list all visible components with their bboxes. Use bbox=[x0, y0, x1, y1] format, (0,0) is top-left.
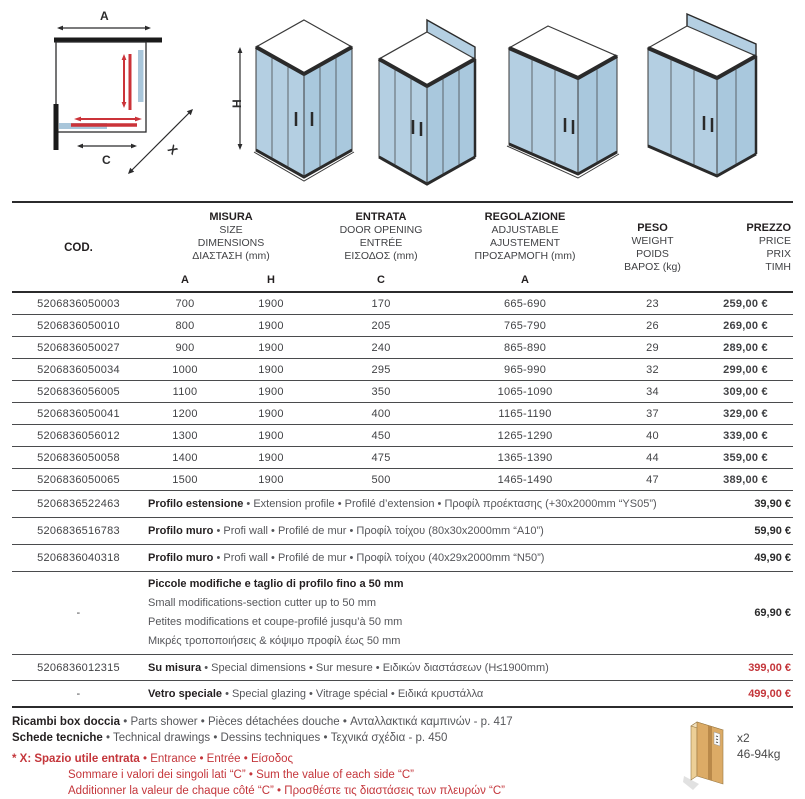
special-description: Vetro speciale • Special glazing • Vitrage spécial • Ειδικά κρυστάλλα bbox=[148, 687, 484, 700]
size-h-cell: 1900 bbox=[258, 297, 284, 310]
special-row bbox=[12, 681, 793, 708]
cod-cell: 5206836522463 bbox=[37, 498, 120, 510]
size-h-cell: 1900 bbox=[258, 473, 284, 486]
cod-cell: - bbox=[76, 687, 81, 700]
product-row bbox=[12, 315, 793, 337]
product-row bbox=[12, 425, 793, 447]
shower-iso-square-left bbox=[230, 12, 360, 190]
weight-cell: 26 bbox=[646, 319, 659, 332]
dimension-a-label: A bbox=[100, 9, 109, 23]
subheader-c: C bbox=[377, 274, 385, 286]
package-quantity-weight: x2 46-94kg bbox=[737, 731, 781, 761]
header-entrata: ENTRATA DOOR OPENING ENTRÉE ΕΙΣΟΔΟΣ (mm) bbox=[339, 211, 423, 262]
size-h-cell: 1900 bbox=[258, 341, 284, 354]
price-cell: 59,90 € bbox=[754, 525, 792, 537]
price-cell: 289,00 € bbox=[723, 341, 768, 354]
header-cod: COD. bbox=[64, 242, 93, 254]
plan-view-diagram bbox=[25, 6, 215, 188]
adjustable-cell: 1165-1190 bbox=[498, 407, 552, 420]
size-h-cell: 1900 bbox=[258, 363, 284, 376]
special-rows bbox=[12, 655, 793, 708]
opening-c-cell: 475 bbox=[371, 451, 391, 464]
weight-cell: 47 bbox=[646, 473, 659, 486]
product-row bbox=[12, 359, 793, 381]
product-row bbox=[12, 381, 793, 403]
opening-c-cell: 500 bbox=[371, 473, 391, 486]
subheader-a2: A bbox=[521, 274, 529, 286]
weight-cell: 34 bbox=[646, 385, 659, 398]
shower-iso-square-right bbox=[372, 18, 482, 188]
cod-cell: - bbox=[76, 607, 81, 619]
accessory-row bbox=[12, 518, 793, 545]
weight-cell: 44 bbox=[646, 451, 659, 464]
accessory-rows bbox=[12, 491, 793, 572]
adjustable-cell: 865-890 bbox=[503, 341, 547, 354]
accessory-row bbox=[12, 491, 793, 518]
size-a-cell: 800 bbox=[175, 319, 195, 332]
adjustable-cell: 1065-1090 bbox=[497, 385, 553, 398]
product-row bbox=[12, 469, 793, 491]
size-h-cell: 1900 bbox=[258, 451, 284, 464]
weight-cell: 32 bbox=[646, 363, 659, 376]
adjustable-cell: 1465-1490 bbox=[497, 473, 553, 486]
price-cell: 259,00 € bbox=[723, 297, 768, 310]
price-cell: 389,00 € bbox=[723, 473, 768, 486]
product-rows bbox=[12, 292, 793, 491]
opening-c-cell: 240 bbox=[371, 341, 391, 354]
size-h-cell: 1900 bbox=[258, 319, 284, 332]
price-cell: 339,00 € bbox=[723, 429, 768, 442]
price-cell: 399,00 € bbox=[748, 661, 792, 674]
weight-cell: 23 bbox=[646, 297, 659, 310]
package-box-icon bbox=[683, 716, 731, 794]
shower-iso-rect-right bbox=[640, 10, 764, 188]
product-row bbox=[12, 403, 793, 425]
opening-c-cell: 400 bbox=[371, 407, 391, 420]
size-a-cell: 700 bbox=[175, 297, 195, 310]
cod-cell: 5206836012315 bbox=[37, 661, 120, 674]
cod-cell: 5206836516783 bbox=[37, 525, 120, 537]
header-regolazione: REGOLAZIONE ADJUSTABLE AJUSTEMENT ΠΡΟΣΑΡΜΟΓΗ (mm) bbox=[474, 211, 576, 262]
dimension-h-label: H bbox=[230, 99, 244, 108]
adjustable-cell: 765-790 bbox=[503, 319, 547, 332]
price-cell: 49,90 € bbox=[754, 552, 792, 564]
cod-cell: 5206836050058 bbox=[37, 451, 120, 464]
price-cell: 309,00 € bbox=[723, 385, 768, 398]
shower-iso-rect-left bbox=[503, 16, 625, 188]
header-peso: PESO WEIGHT POIDS ΒΑΡΟΣ (kg) bbox=[624, 222, 681, 273]
size-h-cell: 1900 bbox=[258, 385, 284, 398]
opening-c-cell: 295 bbox=[371, 363, 391, 376]
price-cell: 69,90 € bbox=[754, 607, 792, 619]
product-row bbox=[12, 292, 793, 315]
adjustable-cell: 1265-1290 bbox=[497, 429, 553, 442]
price-cell: 359,00 € bbox=[723, 451, 768, 464]
header-misura: MISURA SIZE DIMENSIONS ΔΙΑΣΤΑΣΗ (mm) bbox=[192, 211, 270, 262]
size-a-cell: 1300 bbox=[172, 429, 198, 442]
product-row bbox=[12, 447, 793, 469]
accessory-description: Profilo muro • Profi wall • Profilé de mur • Προφίλ τοίχου (40x29x2000mm “N50”) bbox=[148, 552, 545, 564]
entrance-diagonal-arrow bbox=[131, 112, 190, 171]
accessory-description: Profilo estensione • Extension profile • Profilé d’extension • Προφίλ προέκτασης (+30x2000mm “YS05”) bbox=[148, 498, 657, 510]
size-a-cell: 1400 bbox=[172, 451, 198, 464]
size-h-cell: 1900 bbox=[258, 429, 284, 442]
opening-c-cell: 450 bbox=[371, 429, 391, 442]
cod-cell: 5206836056012 bbox=[37, 429, 120, 442]
price-cell: 329,00 € bbox=[723, 407, 768, 420]
opening-c-cell: 170 bbox=[371, 297, 391, 310]
size-a-cell: 1100 bbox=[172, 385, 198, 398]
spare-parts-note: Ricambi box doccia • Parts shower • Pièces détachées douche • Ανταλλακτικά καμπινών - p. 417 bbox=[12, 716, 513, 728]
technical-diagrams bbox=[0, 0, 805, 201]
opening-c-cell: 350 bbox=[371, 385, 391, 398]
cod-cell: 5206836050065 bbox=[37, 473, 120, 486]
cod-cell: 5206836050010 bbox=[37, 319, 120, 332]
accessory-row bbox=[12, 545, 793, 572]
fixed-panel-right bbox=[138, 50, 144, 102]
special-description: Su misura • Special dimensions • Sur mesure • Ειδικών διαστάσεων (H≤1900mm) bbox=[148, 661, 549, 674]
footer-notes bbox=[0, 708, 805, 799]
product-row bbox=[12, 337, 793, 359]
size-a-cell: 900 bbox=[175, 341, 195, 354]
subheader-h: H bbox=[267, 274, 275, 286]
opening-c-cell: 205 bbox=[371, 319, 391, 332]
price-cell: 39,90 € bbox=[754, 498, 792, 510]
cod-cell: 5206836050041 bbox=[37, 407, 120, 420]
modifications-description: Piccole modifiche e taglio di profilo fino a 50 mm Small modifications-section cutter up to 50 mm Petites modifications et coupe-profilé jusqu’à 50 mm Μικρές τροποποιήσεις & κόψιμο προφίλ έως 50 mm bbox=[148, 578, 404, 647]
adjustable-cell: 665-690 bbox=[503, 297, 547, 310]
dimension-c-label: C bbox=[102, 153, 111, 167]
entrance-notes: * X: Spazio utile entrata • Entrance • Entrée • Είσοδος Sommare i valori dei singoli lati “C” • Sum the value of each side “C” Additionner la valeur de chaque côté “C” • Προσθέστε τις διαστάσεις των πλευρών “C” bbox=[12, 753, 505, 797]
technical-drawings-note: Schede tecniche • Technical drawings • Dessins techniques • Τεχνικά σχέδια - p. 450 bbox=[12, 732, 448, 744]
price-cell: 499,00 € bbox=[748, 687, 792, 700]
weight-cell: 40 bbox=[646, 429, 659, 442]
size-h-cell: 1900 bbox=[258, 407, 284, 420]
cod-cell: 5206836040318 bbox=[37, 552, 120, 564]
size-a-cell: 1500 bbox=[172, 473, 198, 486]
weight-cell: 37 bbox=[646, 407, 659, 420]
size-a-cell: 1000 bbox=[172, 363, 198, 376]
cod-cell: 5206836056005 bbox=[37, 385, 120, 398]
cod-cell: 5206836050034 bbox=[37, 363, 120, 376]
adjustable-cell: 965-990 bbox=[503, 363, 547, 376]
price-table bbox=[12, 201, 793, 708]
table-header bbox=[12, 202, 793, 292]
accessory-description: Profilo muro • Profi wall • Profilé de mur • Προφίλ τοίχου (80x30x2000mm “A10”) bbox=[148, 525, 544, 537]
cod-cell: 5206836050027 bbox=[37, 341, 120, 354]
weight-cell: 29 bbox=[646, 341, 659, 354]
price-cell: 269,00 € bbox=[723, 319, 768, 332]
size-a-cell: 1200 bbox=[172, 407, 198, 420]
price-cell: 299,00 € bbox=[723, 363, 768, 376]
cod-cell: 5206836050003 bbox=[37, 297, 120, 310]
entrance-x-label: X bbox=[164, 141, 181, 158]
adjustable-cell: 1365-1390 bbox=[497, 451, 553, 464]
header-prezzo: PREZZO PRICE PRIX ΤΙΜΗ bbox=[746, 222, 792, 273]
subheader-a: A bbox=[181, 274, 189, 286]
modifications-row bbox=[12, 572, 793, 655]
special-row bbox=[12, 655, 793, 681]
